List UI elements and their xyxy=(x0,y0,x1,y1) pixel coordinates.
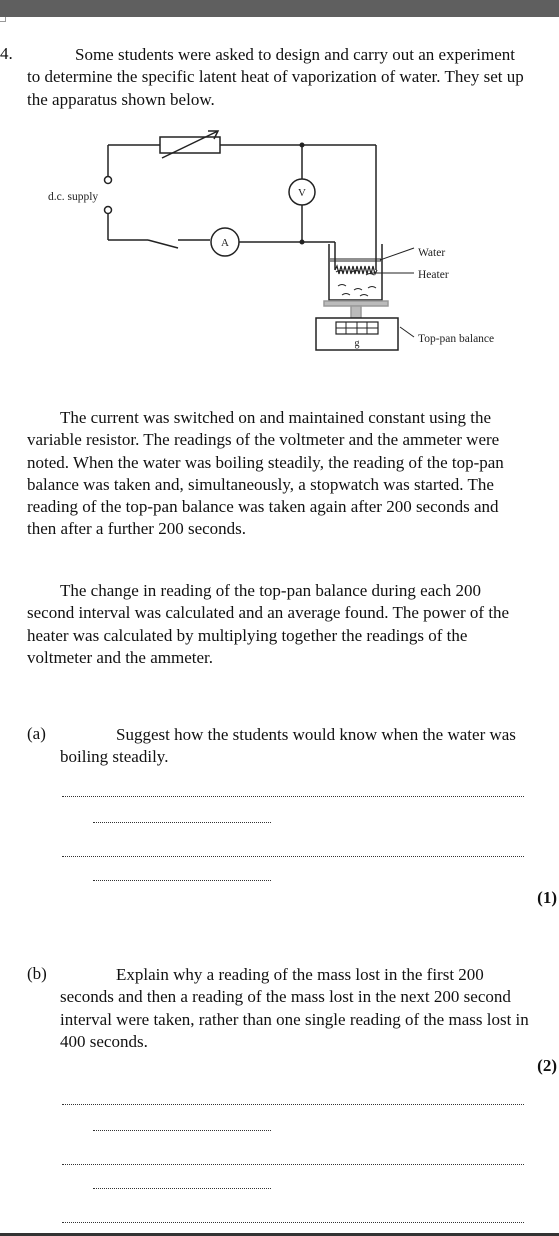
water-label: Water xyxy=(418,247,446,259)
answer-line-a3[interactable] xyxy=(62,856,524,857)
part-b-letter: (b) xyxy=(27,964,47,983)
switch xyxy=(148,240,178,248)
variable-resistor-arrow xyxy=(162,131,218,158)
paragraph-1 xyxy=(27,407,532,541)
answer-line-a2[interactable] xyxy=(93,822,271,823)
question-number: 4. xyxy=(0,44,13,63)
answer-line-a4[interactable] xyxy=(93,880,271,881)
answer-line-b2[interactable] xyxy=(93,1130,271,1131)
heater-label: Heater xyxy=(418,269,449,281)
voltmeter-symbol: V xyxy=(298,187,306,199)
part-b-marks: (2) xyxy=(537,1056,557,1075)
part-b-question xyxy=(60,964,530,1053)
supply-terminal-bottom xyxy=(105,207,112,214)
page-corner xyxy=(0,17,6,22)
paragraph-2 xyxy=(27,580,532,669)
answer-line-a1[interactable] xyxy=(62,796,524,797)
supply-terminal-top xyxy=(105,177,112,184)
supply-label: d.c. supply xyxy=(48,191,99,203)
paragraph-2-text: The change in reading of the top-pan balance during each 200 second interval was calculated and an average found. The power of the heater was calculated by multiplying together the readings of the voltmeter and the ammeter. xyxy=(27,581,510,667)
balance-stem xyxy=(351,306,361,318)
part-a-text: Suggest how the students would know when the water was boiling steadily. xyxy=(60,725,516,767)
water-ripples xyxy=(336,271,376,297)
ammeter-symbol: A xyxy=(221,237,229,249)
part-a-marks: (1) xyxy=(537,888,557,907)
answer-line-b5[interactable] xyxy=(62,1222,524,1223)
part-a-question xyxy=(60,724,530,769)
answer-line-b4[interactable] xyxy=(93,1188,271,1189)
water-leader xyxy=(380,248,414,260)
balance-unit: g xyxy=(354,338,360,349)
answer-line-b3[interactable] xyxy=(62,1164,524,1165)
junction-top xyxy=(300,143,304,147)
balance-label: Top-pan balance xyxy=(418,333,495,345)
intro-text: Some students were asked to design and carry out an experiment to determine the specific latent heat of vaporization of water. They set up the apparatus shown below. xyxy=(27,45,524,109)
junction-bottom xyxy=(300,240,304,244)
answer-line-b1[interactable] xyxy=(62,1104,524,1105)
part-a-letter: (a) xyxy=(27,724,46,743)
top-bar xyxy=(0,0,559,17)
balance-leader xyxy=(400,327,414,337)
question-intro xyxy=(27,44,532,111)
part-b-text: Explain why a reading of the mass lost in the first 200 seconds and then a reading of the mass lost in the next 200 second interval were taken, rather than one single reading of the mass lost in 400 seconds. xyxy=(60,965,529,1051)
heater-coil xyxy=(335,266,377,274)
paragraph-1-text: The current was switched on and maintained constant using the variable resistor. The readings of the voltmeter and the ammeter were noted. When the water was boiling steadily, the reading of the top-pan balance was taken and, simultaneously, a stopwatch was started. The reading of the top-pan balance was taken again after 200 seconds and then after a further 200 seconds. xyxy=(27,408,504,539)
